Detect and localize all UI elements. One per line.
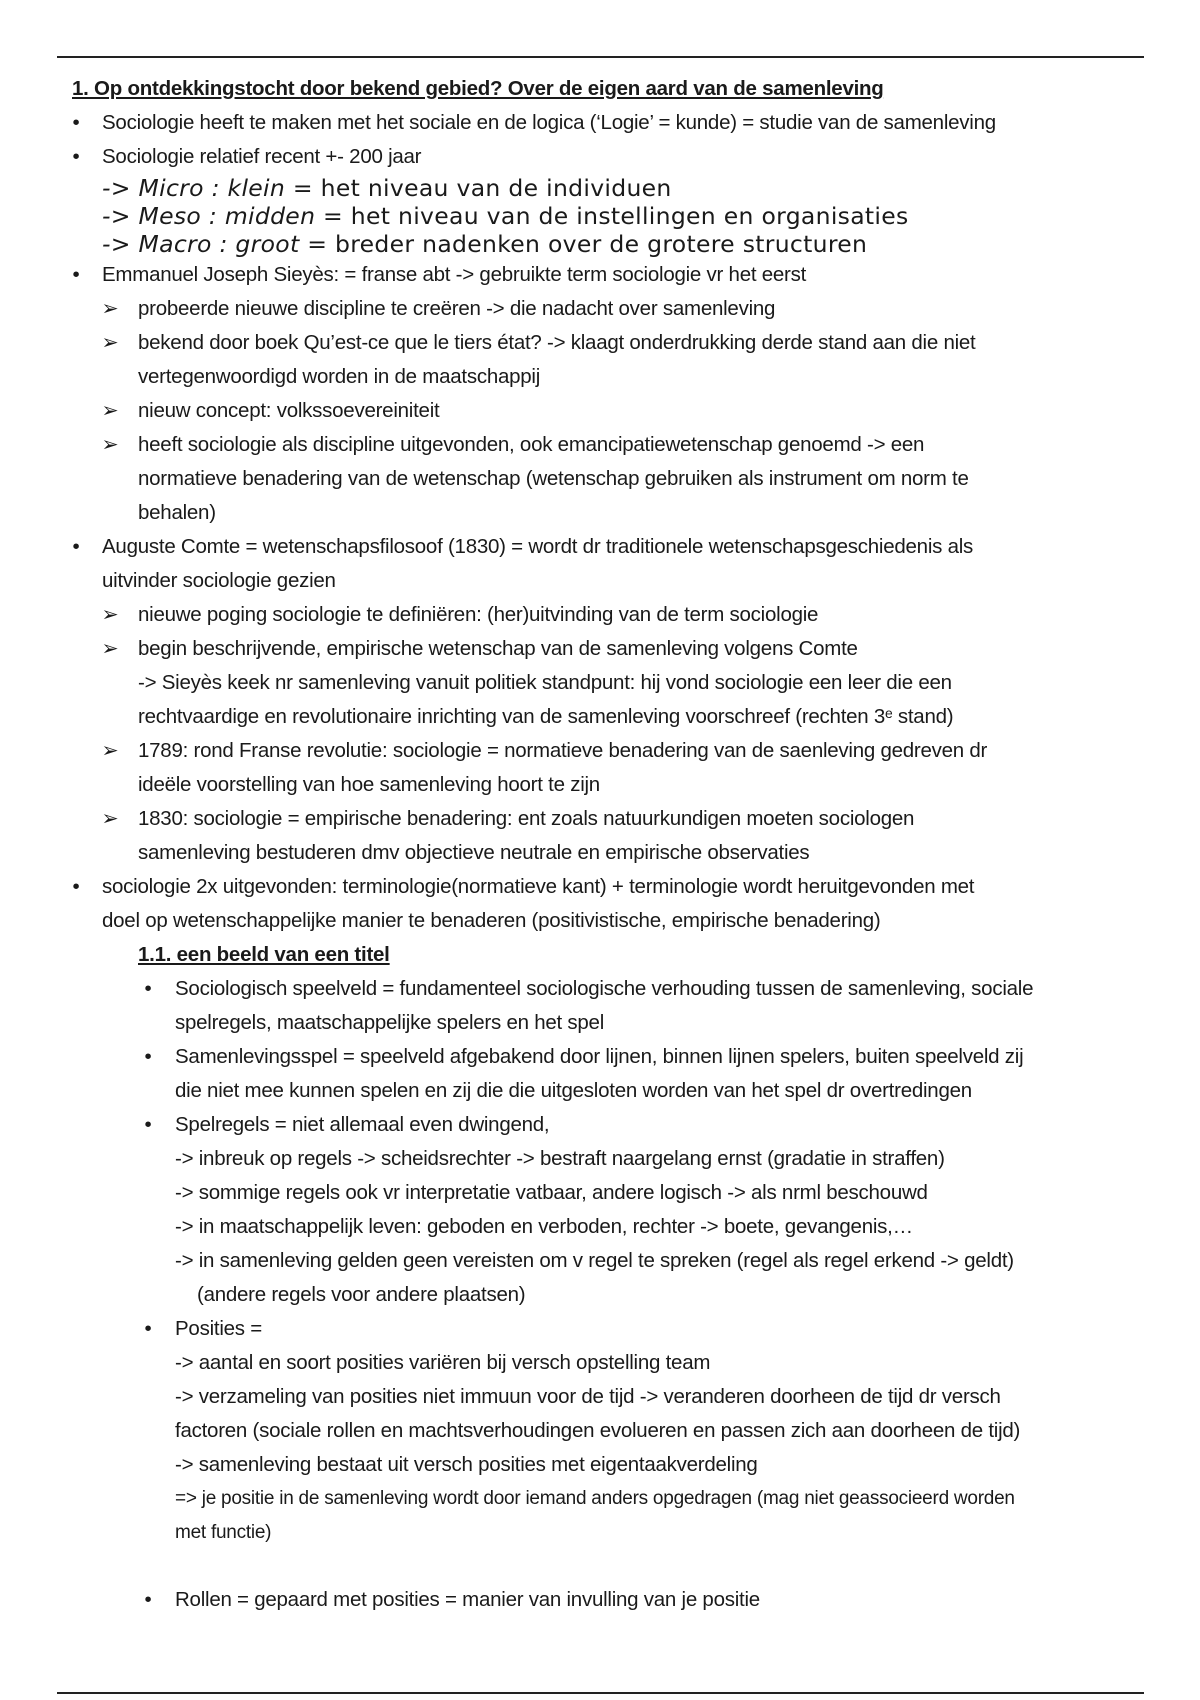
continuation-line: -> Sieyès keek nr samenleving vanuit politiek standpunt: hij vond sociologie een leer die een	[138, 671, 952, 694]
continuation-line: -> in samenleving gelden geen vereisten om v regel te spreken (regel als regel erkend -> geldt)	[175, 1249, 1014, 1272]
sub-item: ➢ nieuw concept: volkssoevereiniteit	[72, 394, 1152, 428]
sub-item: ➢ 1789: rond Franse revolutie: sociologie = normatieve benadering van de saenleving gedreven dr	[72, 734, 1152, 768]
continuation-line: -> aantal en soort posities variëren bij versch opstelling team	[175, 1351, 711, 1374]
continuation-line: die niet mee kunnen spelen en zij die die uitgesloten worden van het spel dr overtredingen	[175, 1079, 972, 1102]
continuation-line: -> in maatschappelijk leven: geboden en verboden, rechter -> boete, gevangenis,…	[175, 1215, 913, 1238]
sub-item: ➢ nieuwe poging sociologie te definiëren: (her)uitvinding van de term sociologie	[72, 598, 1152, 632]
continuation-line: rechtvaardige en revolutionaire inrichting van de samenleving voorschreef (rechten 3ᵉ stand)	[138, 705, 954, 728]
list-item: • Rollen = gepaard met posities = manier van invulling van je positie	[72, 1583, 1152, 1617]
continuation-line: ideële voorstelling van hoe samenleving hoort te zijn	[138, 773, 600, 796]
arrow-bullet-icon: ➢	[101, 637, 119, 660]
sub-item: ➢ begin beschrijvende, empirische wetenschap van de samenleving volgens Comte	[72, 632, 1152, 666]
continuation-line: uitvinder sociologie gezien	[102, 569, 336, 592]
continuation-line: (andere regels voor andere plaatsen)	[197, 1283, 526, 1306]
continuation-line: factoren (sociale rollen en machtsverhoudingen evolueren en passen zich aan doorheen de tijd)	[175, 1419, 1021, 1442]
bullet-icon: •	[144, 1317, 152, 1340]
arrow-bullet-icon: ➢	[101, 433, 119, 456]
bullet-icon: •	[72, 875, 80, 898]
list-item: • Sociologisch speelveld = fundamenteel sociologische verhouding tussen de samenleving, sociale	[72, 972, 1152, 1006]
list-item: • sociologie 2x uitgevonden: terminologie(normatieve kant) + terminologie wordt heruitgevonden met	[72, 870, 1152, 904]
list-item: • Auguste Comte = wetenschapsfilosoof (1830) = wordt dr traditionele wetenschapsgeschiedenis als	[72, 530, 1152, 564]
continuation-line: doel op wetenschappelijke manier te benaderen (positivistische, empirische benadering)	[102, 909, 881, 932]
arrow-bullet-icon: ➢	[101, 739, 119, 762]
bottom-rule	[57, 1692, 1144, 1694]
spacer	[72, 1550, 1152, 1583]
list-item: • Emmanuel Joseph Sieyès: = franse abt -> gebruikte term sociologie vr het eerst	[72, 258, 1152, 292]
top-rule	[57, 56, 1144, 58]
continuation-line: spelregels, maatschappelijke spelers en het spel	[175, 1011, 605, 1034]
continuation-line: behalen)	[138, 501, 216, 524]
arrow-bullet-icon: ➢	[101, 399, 119, 422]
continuation-line: vertegenwoordigd worden in de maatschappij	[138, 365, 541, 388]
arrow-bullet-icon: ➢	[101, 603, 119, 626]
document-body	[72, 72, 1152, 1617]
bullet-icon: •	[144, 1588, 152, 1611]
continuation-line: -> inbreuk op regels -> scheidsrechter -> bestraft naargelang ernst (gradatie in straffen)	[175, 1147, 945, 1170]
sub-item: ➢ bekend door boek Qu’est-ce que le tiers état? -> klaagt onderdrukking derde stand aan die niet	[72, 326, 1152, 360]
bullet-icon: •	[144, 1113, 152, 1136]
level-micro: -> Micro : klein = het niveau van de individuen	[102, 174, 672, 202]
bullet-icon: •	[72, 111, 80, 134]
continuation-line: met functie)	[175, 1522, 272, 1543]
bullet-icon: •	[144, 977, 152, 1000]
arrow-bullet-icon: ➢	[101, 807, 119, 830]
list-item: • Samenlevingsspel = speelveld afgebakend door lijnen, binnen lijnen spelers, buiten speelveld zij	[72, 1040, 1152, 1074]
continuation-line: samenleving bestuderen dmv objectieve neutrale en empirische observaties	[138, 841, 810, 864]
list-item: • Spelregels = niet allemaal even dwingend,	[72, 1108, 1152, 1142]
sub-item: ➢ 1830: sociologie = empirische benadering: ent zoals natuurkundigen moeten sociologen	[72, 802, 1152, 836]
bullet-icon: •	[72, 263, 80, 286]
sub-item: ➢ heeft sociologie als discipline uitgevonden, ook emancipatiewetenschap genoemd -> een	[72, 428, 1152, 462]
continuation-line: -> verzameling van posities niet immuun voor de tijd -> veranderen doorheen de tijd dr versch	[175, 1385, 1001, 1408]
bullet-icon: •	[72, 145, 80, 168]
continuation-line: -> sommige regels ook vr interpretatie vatbaar, andere logisch -> als nrml beschouwd	[175, 1181, 928, 1204]
subsection-title: 1.1. een beeld van een titel	[138, 943, 390, 966]
continuation-line: -> samenleving bestaat uit versch posities met eigentaakverdeling	[175, 1453, 758, 1476]
list-item: • Posities =	[72, 1312, 1152, 1346]
section-title: 1. Op ontdekkingstocht door bekend gebied? Over de eigen aard van de samenleving	[72, 77, 884, 100]
arrow-bullet-icon: ➢	[101, 297, 119, 320]
continuation-line: => je positie in de samenleving wordt door iemand anders opgedragen (mag niet geassocieerd worden	[175, 1488, 1015, 1509]
list-item: • Sociologie heeft te maken met het sociale en de logica (‘Logie’ = kunde) = studie van de samenleving	[72, 106, 1152, 140]
level-meso: -> Meso : midden = het niveau van de instellingen en organisaties	[102, 202, 909, 230]
level-macro: -> Macro : groot = breder nadenken over de grotere structuren	[102, 230, 868, 258]
list-item: • Sociologie relatief recent +- 200 jaar	[72, 140, 1152, 174]
continuation-line: normatieve benadering van de wetenschap (wetenschap gebruiken als instrument om norm te	[138, 467, 969, 490]
arrow-bullet-icon: ➢	[101, 331, 119, 354]
sub-item: ➢ probeerde nieuwe discipline te creëren -> die nadacht over samenleving	[72, 292, 1152, 326]
bullet-icon: •	[72, 535, 80, 558]
bullet-icon: •	[144, 1045, 152, 1068]
